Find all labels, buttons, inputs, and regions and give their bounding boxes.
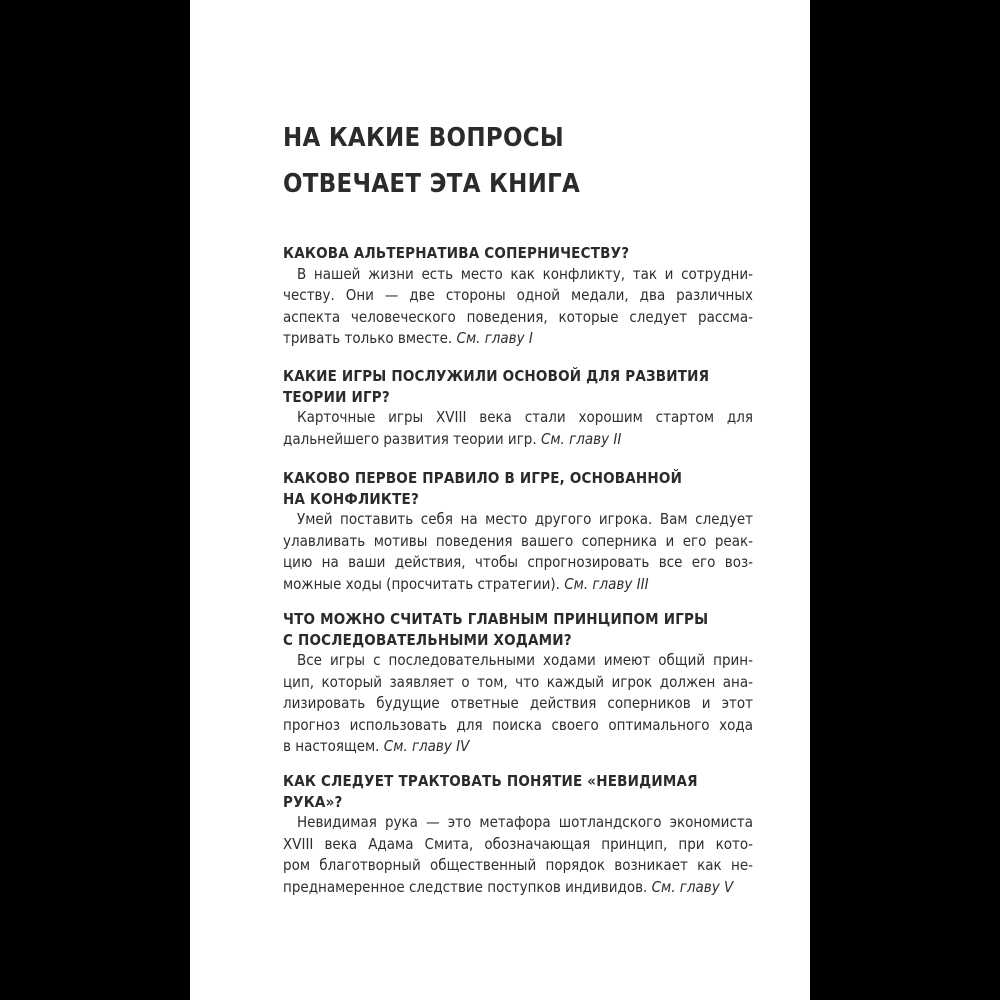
page-title (283, 115, 580, 207)
answer-line-last (283, 429, 753, 451)
chapter-reference: См. главу V (651, 877, 734, 896)
chapter-reference: См. главу II (540, 429, 622, 448)
answer-line: Невидимая рука — это метафора шотландского экономиста (297, 813, 753, 831)
question-heading: ЧТО МОЖНО СЧИТАТЬ ГЛАВНЫМ ПРИНЦИПОМ ИГРЫ (283, 610, 709, 628)
chapter-reference: См. главу III (564, 574, 649, 593)
answer-line: Все игры с последовательными ходами имеют общий прин- (297, 651, 753, 669)
question-heading: ТЕОРИИ ИГР? (283, 387, 390, 406)
page-title-line-1: НА КАКИЕ ВОПРОСЫ (283, 123, 564, 153)
question-heading: КАКИЕ ИГРЫ ПОСЛУЖИЛИ ОСНОВОЙ ДЛЯ РАЗВИТИЯ (283, 367, 710, 385)
qa-section-1 (283, 243, 753, 350)
chapter-reference: См. главу IV (383, 737, 470, 755)
question-heading: КАКОВО ПЕРВОЕ ПРАВИЛО В ИГРЕ, ОСНОВАННОЙ (283, 469, 683, 487)
answer-line: аспекта человеческого поведения, которые следует рассма- (283, 307, 753, 326)
answer-line: XVIII века Адама Смита, обозначающая принцип, при кото- (283, 834, 753, 853)
answer-line: Умей поставить себя на место другого игрока. Вам следует (297, 510, 753, 528)
answer-line: цип, который заявляет о том, что каждый игрок должен ана- (283, 672, 753, 691)
answer-line: ром благотворный общественный порядок возникает как не- (283, 856, 753, 874)
answer-text: дальнейшего развития теории игр. (283, 429, 537, 448)
qa-section-3 (283, 468, 753, 595)
question-heading: РУКА»? (283, 792, 343, 811)
answer-line: В нашей жизни есть место как конфликту, так и сотрудни- (297, 264, 753, 283)
qa-section-2 (283, 366, 753, 450)
answer-line: улавливать мотивы поведения вашего соперника и его реак- (283, 531, 753, 550)
answer-line: Карточные игры XVIII века стали хорошим стартом для (297, 408, 753, 426)
answer-line: цию на ваши действия, чтобы спрогнозировать все его воз- (283, 553, 753, 571)
question-heading: С ПОСЛЕДОВАТЕЛЬНЫМИ ХОДАМИ? (283, 630, 572, 649)
answer-text: в настоящем. (283, 737, 380, 755)
qa-section-5 (283, 771, 753, 898)
answer-line-last (283, 736, 753, 758)
chapter-reference: См. главу I (456, 329, 533, 347)
answer-line: прогноз использовать для поиска своего оптимального хода (283, 715, 753, 734)
book-page (190, 0, 810, 1000)
answer-text: тривать только вместе. (283, 329, 453, 347)
answer-line-last (283, 328, 753, 350)
answer-text: преднамеренное следствие поступков индивидов. (283, 877, 648, 896)
answer-text: можные ходы (просчитать стратегии). (283, 574, 560, 593)
page-title-line-2: ОТВЕЧАЕТ ЭТА КНИГА (283, 169, 581, 199)
question-heading: КАКОВА АЛЬТЕРНАТИВА СОПЕРНИЧЕСТВУ? (283, 244, 630, 262)
answer-line: лизировать будущие ответные действия соперников и этот (283, 694, 753, 712)
answer-line-last (283, 877, 753, 899)
answer-line: честву. Они — две стороны одной медали, два различных (283, 286, 753, 304)
question-heading: КАК СЛЕДУЕТ ТРАКТОВАТЬ ПОНЯТИЕ «НЕВИДИМАЯ (283, 772, 698, 790)
answer-line-last (283, 574, 753, 596)
question-heading: НА КОНФЛИКТЕ? (283, 489, 419, 508)
qa-section-4 (283, 609, 753, 758)
